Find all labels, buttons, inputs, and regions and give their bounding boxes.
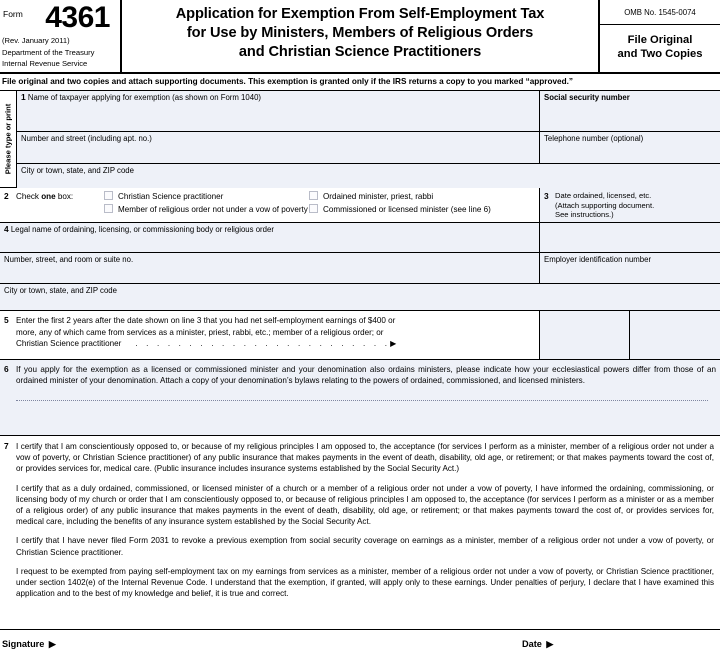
omb-block xyxy=(598,0,720,72)
line-2-suffix: box: xyxy=(55,192,74,201)
ssn-field[interactable] xyxy=(540,91,720,131)
line-5-text-block xyxy=(0,311,540,359)
checkbox-label-commissioned-licensed-minister: Commissioned or licensed minister (see line 6) xyxy=(323,205,491,214)
line-5-number: 5 xyxy=(4,315,9,325)
checkbox-option-commissioned-licensed-minister[interactable] xyxy=(309,204,491,214)
telephone-field[interactable] xyxy=(540,132,720,163)
line-5-arrow-icon: ▶ xyxy=(390,339,397,348)
line-7-paragraph-1: I certify that I am conscientiously opposed to, or because of my religious principles I am opposed to, the acceptance (for services I perform as a minister, member of a religious order not under a vow of poverty, or Christian Science practitioner) of any public insurance that makes payments in the event of death, disability, old age, or retirement; or that makes payments toward the cost of, or provides services for, medical care. (Public insurance includes insurance systems established by the Social Security Act.) xyxy=(16,442,714,474)
line-3-number: 3 xyxy=(544,191,549,201)
department-line-1: Department of the Treasury xyxy=(2,47,95,57)
line-4-right-spacer xyxy=(540,223,720,252)
line-5-dot-leader: . . . . . . . . . . . . . . . . . . . . . . . . xyxy=(135,339,391,348)
form-title-line-3: and Christian Science Practitioners xyxy=(238,44,482,60)
line-7-paragraph-3: I certify that I have never filed Form 2031 to revoke a previous exemption from social security coverage on earnings as a minister, member of a religious order not under a vow of poverty, or Christian Science practitioner. xyxy=(16,536,714,557)
line-7-section xyxy=(0,436,720,599)
taxpayer-name-label xyxy=(17,91,539,102)
line-1-label-text: Name of taxpayer applying for exemption (as shown on Form 1040) xyxy=(27,93,262,102)
checkbox-label-member-religious-order: Member of religious order not under a vow of poverty xyxy=(118,205,308,214)
form-number: 4361 xyxy=(45,1,110,34)
taxpayer-name-field[interactable] xyxy=(17,91,540,131)
line-3-label-2: (Attach supporting document. xyxy=(555,200,655,210)
line-7-paragraph-2: I certify that as a duly ordained, commissioned, or licensed minister of a church or a member of a religious order not under a vow of poverty, I have informed the ordaining, commissioning, or licensing body of my church or order that I am conscientiously opposed to, or because of religious principles I am opposed to, the acceptance (for services I perform as a minister or as a member of a religious order) of any public insurance that makes payments in the event of death, disability, old age, or retirement; or that makes payments toward the cost of, or provides services for, medical care, including the benefits of any insurance system established by the Social Security Act. xyxy=(16,483,714,527)
form-title-line-1: Application for Exemption From Self-Employment Tax xyxy=(175,6,545,22)
taxpayer-street-field[interactable] xyxy=(17,132,540,163)
taxpayer-city-field[interactable] xyxy=(17,164,720,188)
taxpayer-street-label: Number and street (including apt. no.) xyxy=(21,134,152,143)
telephone-label: Telephone number (optional) xyxy=(544,134,644,143)
line-6-number: 6 xyxy=(4,364,9,374)
line-5-text-3: Christian Science practitioner xyxy=(16,339,122,348)
file-copies-line-1: File Original xyxy=(627,34,693,46)
checkbox-icon-christian-science-practitioner[interactable] xyxy=(104,191,113,200)
checkbox-option-christian-science-practitioner[interactable] xyxy=(104,191,309,201)
omb-number: OMB No. 1545-0074 xyxy=(600,0,720,25)
form-title-line-2: for Use by Ministers, Members of Religious Orders xyxy=(186,25,534,41)
line-5-year-2-value xyxy=(630,311,720,317)
line-3-label-1: Date ordained, licensed, etc. xyxy=(555,191,652,200)
line-7-number: 7 xyxy=(4,441,9,451)
line-2-number: 2 xyxy=(4,191,9,201)
line-4-legal-name-field[interactable] xyxy=(0,223,540,252)
line-4-legal-name-label xyxy=(0,223,539,234)
taxpayer-fields xyxy=(17,91,720,187)
form-revision-date: (Rev. January 2011) xyxy=(2,36,70,45)
line-6-text: If you apply for the exemption as a licensed or commissioned minister and your denomination also ordains ministers, please indicate how your ecclesiastical powers differ from those of an ordained minister of your denomination. Attach a copy of your denomination’s bylaws relating to the powers of ordained, commissioned, and licensed ministers. xyxy=(16,365,716,386)
line-1-number: 1 xyxy=(21,92,26,102)
line-4-street-field[interactable] xyxy=(0,253,540,283)
line-5-year-1-value xyxy=(540,311,629,317)
ein-label: Employer identification number xyxy=(544,255,652,264)
line-2-instruction xyxy=(16,192,104,201)
date-label: Date xyxy=(522,639,542,649)
line-2-3-section xyxy=(0,188,720,223)
line-5-text-2: more, any of which came from services as a minister, priest, rabbi, etc.; member of a religious order; or xyxy=(16,327,384,337)
taxpayer-section xyxy=(0,91,720,188)
form-title-block xyxy=(122,0,598,72)
line-5-year-2-field[interactable] xyxy=(630,311,720,359)
line-5-year-1-field[interactable] xyxy=(540,311,630,359)
line-4-street-label: Number, street, and room or suite no. xyxy=(4,255,134,264)
line-3-block[interactable] xyxy=(540,188,720,222)
line-4-label-text: Legal name of ordaining, licensing, or commissioning body or religious order xyxy=(10,225,274,234)
please-type-or-print-sidebar xyxy=(0,91,17,187)
ein-field[interactable] xyxy=(540,253,720,283)
line-3-label-3: See instructions.) xyxy=(555,210,614,219)
line-5-text xyxy=(16,315,396,350)
line-2-bold-word: one xyxy=(41,192,56,201)
signature-field[interactable] xyxy=(0,634,522,652)
line-7-paragraph-4: I request to be exempted from paying self-employment tax on my earnings from services as a minister, member of a religious order not under a vow of poverty, or Christian Science practitioner, under section 1402(e) of the Internal Revenue Code. I understand that the exemption, if granted, will apply only to these earnings. Under penalties of perjury, I declare that I have examined this application and to the best of my knowledge and belief, it is true and correct. xyxy=(16,566,714,599)
line-4-city-label: City or town, state, and ZIP code xyxy=(4,286,117,295)
line-2-prefix: Check xyxy=(16,192,42,201)
file-copies-line-2: and Two Copies xyxy=(617,48,703,60)
checkbox-icon-commissioned-licensed-minister[interactable] xyxy=(309,204,318,213)
line-4-city-field[interactable] xyxy=(0,284,720,310)
line-4-section xyxy=(0,223,720,311)
signature-section xyxy=(0,629,720,656)
checkbox-option-member-religious-order[interactable] xyxy=(104,204,309,214)
date-field[interactable] xyxy=(522,634,720,652)
file-copies-note xyxy=(600,25,720,61)
form-header xyxy=(0,0,720,74)
line-6-section xyxy=(0,360,720,436)
line-5-section xyxy=(0,311,720,360)
signature-label: Signature xyxy=(2,639,45,649)
ssn-label: Social security number xyxy=(544,93,630,102)
checkbox-label-ordained-minister-priest-rabbi: Ordained minister, priest, rabbi xyxy=(323,192,434,201)
checkbox-icon-member-religious-order[interactable] xyxy=(104,204,113,213)
checkbox-option-ordained-minister-priest-rabbi[interactable] xyxy=(309,191,433,201)
form-identity-block xyxy=(0,0,122,72)
checkbox-icon-ordained-minister-priest-rabbi[interactable] xyxy=(309,191,318,200)
date-arrow-icon: ▶ xyxy=(546,639,554,649)
taxpayer-city-label: City or town, state, and ZIP code xyxy=(21,166,134,175)
filing-instruction-bar: File original and two copies and attach supporting documents. This exemption is granted only if the IRS returns a copy to you marked “approved.” xyxy=(0,74,720,91)
please-type-or-print-label: Please type or print xyxy=(3,103,13,175)
form-word-label: Form xyxy=(3,9,23,19)
line-2-block xyxy=(0,188,540,222)
line-6-dotted-rule xyxy=(16,400,708,401)
department-line-2: Internal Revenue Service xyxy=(2,58,88,68)
checkbox-label-christian-science-practitioner: Christian Science practitioner xyxy=(118,192,224,201)
signature-arrow-icon: ▶ xyxy=(48,639,56,649)
line-4-number: 4 xyxy=(4,224,9,234)
line-6-answer-field[interactable] xyxy=(4,386,716,401)
line-3-label xyxy=(555,191,654,220)
line-5-text-1: Enter the first 2 years after the date shown on line 3 that you had net self-employment earnings of $400 or xyxy=(16,316,396,325)
